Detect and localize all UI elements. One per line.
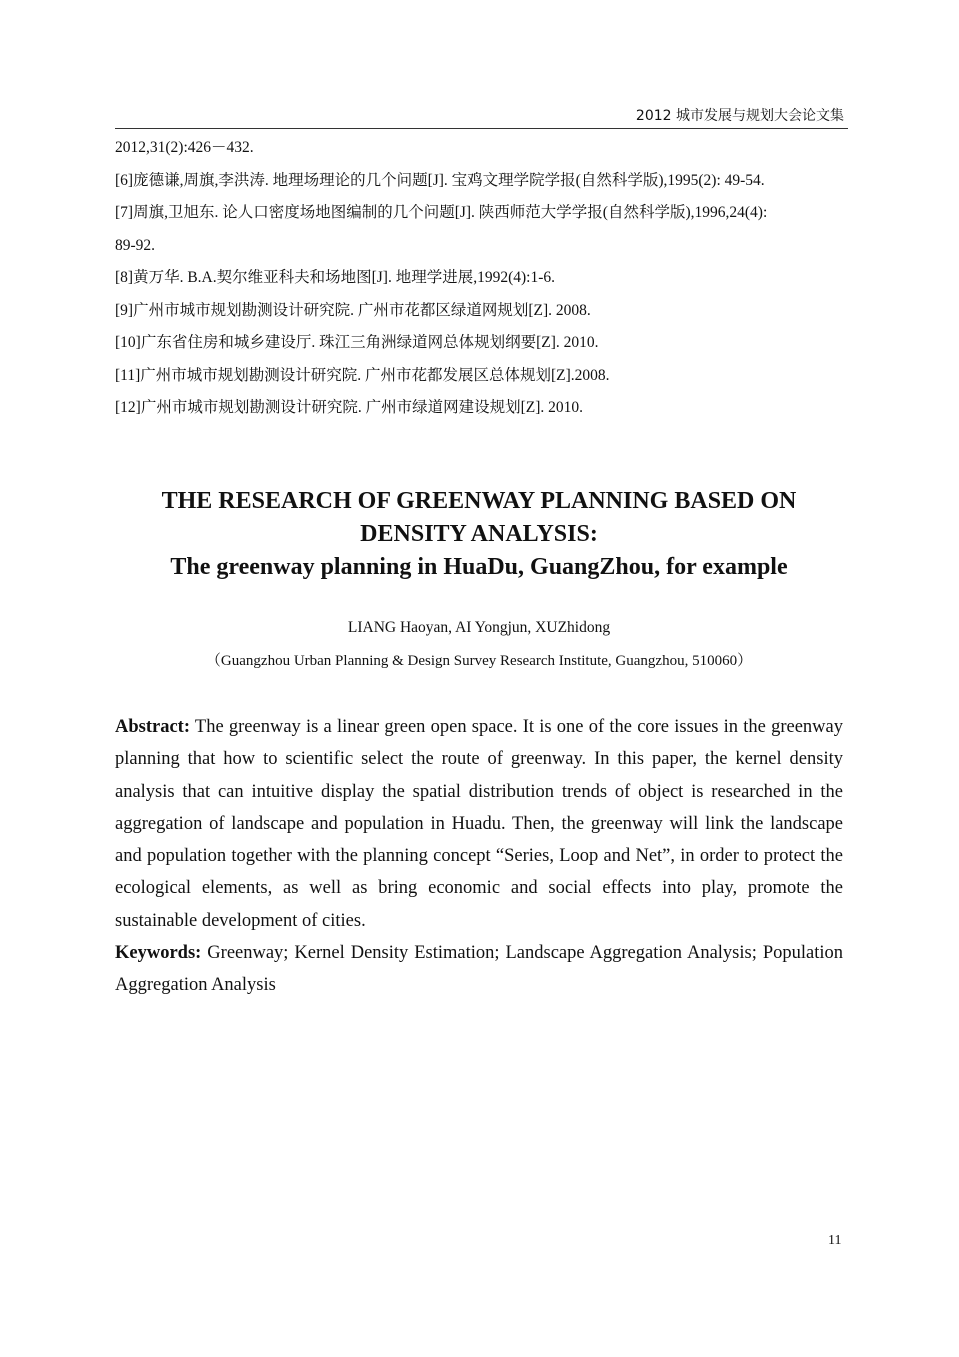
reference-item: [7]周旗,卫旭东. 论人口密度场地图编制的几个问题[J]. 陕西师范大学学报(自然科学版),1996,24(4): xyxy=(115,204,768,221)
running-header xyxy=(115,104,848,129)
paper-title-line: DENSITY ANALYSIS: xyxy=(360,521,598,547)
keywords-text: Greenway; Kernel Density Estimation; Landscape Aggregation Analysis; Population Aggregation Analysis xyxy=(115,943,843,996)
paper-title xyxy=(115,485,843,584)
paper-subtitle: The greenway planning in HuaDu, GuangZhou, for example xyxy=(170,554,788,580)
abstract-section xyxy=(115,711,843,1002)
keywords-label: Keywords: xyxy=(115,943,202,964)
proceedings-title: 2012 城市发展与规划大会论文集 xyxy=(635,108,844,124)
abstract-paragraph xyxy=(115,711,843,937)
reference-item: 2012,31(2):426－432. xyxy=(115,139,254,156)
reference-item: [6]庞德谦,周旗,李洪涛. 地理场理论的几个问题[J]. 宝鸡文理学院学报(自然科学版),1995(2): 49-54. xyxy=(115,171,765,189)
reference-item: [10]广东省住房和城乡建设厅. 珠江三角洲绿道网总体规划纲要[Z]. 2010. xyxy=(115,334,599,351)
author-list: LIANG Haoyan, AI Yongjun, XUZhidong xyxy=(347,619,611,636)
reference-item: 89-92. xyxy=(115,236,156,254)
reference-item: [12]广州市城市规划勘测设计研究院. 广州市绿道网建设规划[Z]. 2010. xyxy=(115,399,583,416)
abstract-text: The greenway is a linear green open space. It is one of the core issues in the greenway planning that how to scientific select the route of greenway. In this paper, the kernel density analysis that can intuitive display the spatial distribution trends of object is researched in the aggregation of landscape and population in Huadu. Then, the greenway will link the landscape and population together with the planning concept “Series, Loop and Net”, in order to protect the ecological elements, as well as bring economic and social effects into play, promote the sustainable development of cities. xyxy=(115,717,843,931)
reference-item: [9]广州市城市规划勘测设计研究院. 广州市花都区绿道网规划[Z]. 2008. xyxy=(115,301,591,319)
page-number: 11 xyxy=(828,1233,842,1248)
paper-title-line: THE RESEARCH OF GREENWAY PLANNING BASED ON xyxy=(161,488,797,514)
keywords-paragraph xyxy=(115,937,843,1002)
affiliation: （Guangzhou Urban Planning & Design Survey Research Institute, Guangzhou, 510060） xyxy=(205,653,753,669)
reference-item: [8]黄万华. B.A.契尔维亚科夫和场地图[J]. 地理学进展,1992(4):1-6. xyxy=(115,269,556,286)
abstract-label: Abstract: xyxy=(115,717,191,737)
reference-list xyxy=(115,132,848,425)
reference-item: [11]广州市城市规划勘测设计研究院. 广州市花都发展区总体规划[Z].2008. xyxy=(115,366,610,384)
